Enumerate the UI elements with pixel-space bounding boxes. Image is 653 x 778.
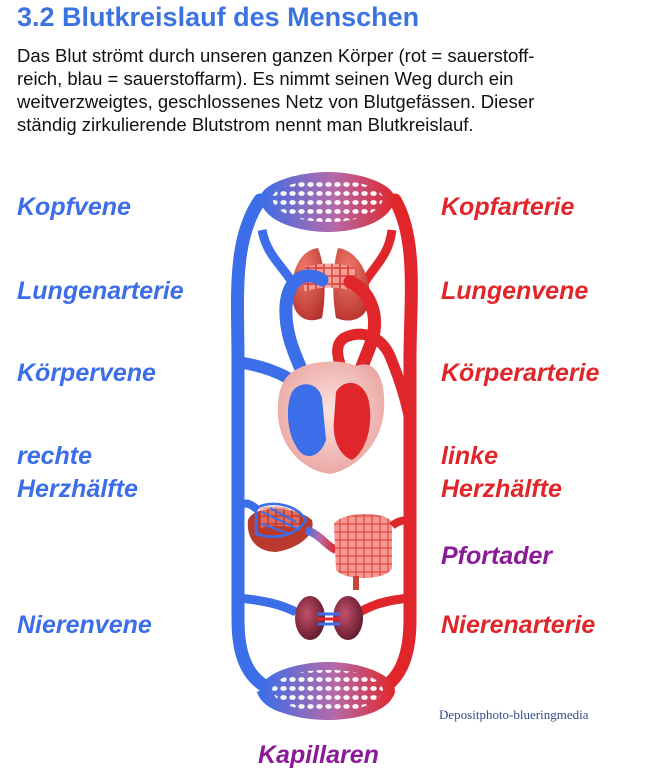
image-credit: Depositphoto-blueringmedia <box>439 707 589 722</box>
label-linke-herzhaelfte-line-2: Herzhälfte <box>441 475 562 503</box>
label-koerpervene: Körpervene <box>17 359 156 387</box>
label-linke-herzhaelfte-line-1: linke <box>441 442 498 470</box>
label-kapillaren: Kapillaren <box>258 741 379 769</box>
right-body-artery <box>380 200 411 690</box>
page-title: 3.2 Blutkreislauf des Menschen <box>17 2 420 32</box>
label-rechte-herzhaelfte-line-1: rechte <box>17 442 93 470</box>
label-rechte-herzhaelfte-line-2: Herzhälfte <box>17 475 138 503</box>
label-lungenarterie: Lungenarterie <box>17 277 184 305</box>
intestine-icon <box>334 514 392 590</box>
intro-line-2: reich, blau = sauerstoffarm). Es nimmt seinen Weg durch ein <box>17 68 514 89</box>
label-kopfarterie: Kopfarterie <box>441 193 575 221</box>
intro-line-3: weitverzweigtes, geschlossenes Netz von Blutgefässen. Dieser <box>17 91 535 112</box>
kidneys-icon <box>295 596 363 640</box>
label-lungenvene: Lungenvene <box>441 277 589 305</box>
heart-icon <box>278 362 384 474</box>
label-koerperarterie: Körperarterie <box>441 359 600 387</box>
left-body-vein <box>237 200 272 690</box>
label-nierenarterie: Nierenarterie <box>441 611 596 639</box>
label-nierenvene: Nierenvene <box>17 611 152 639</box>
label-pfortader: Pfortader <box>441 542 553 570</box>
label-kopfvene: Kopfvene <box>17 193 131 221</box>
label-linke-herzhaelfte <box>441 440 562 506</box>
intro-line-4: ständig zirkulierende Blutstrom nennt man Blutkreislauf. <box>17 114 474 135</box>
portal-vein <box>306 530 336 550</box>
label-rechte-herzhaelfte <box>17 440 138 506</box>
intro-line-1: Das Blut strömt durch unseren ganzen Körper (rot = sauerstoff- <box>17 45 535 66</box>
